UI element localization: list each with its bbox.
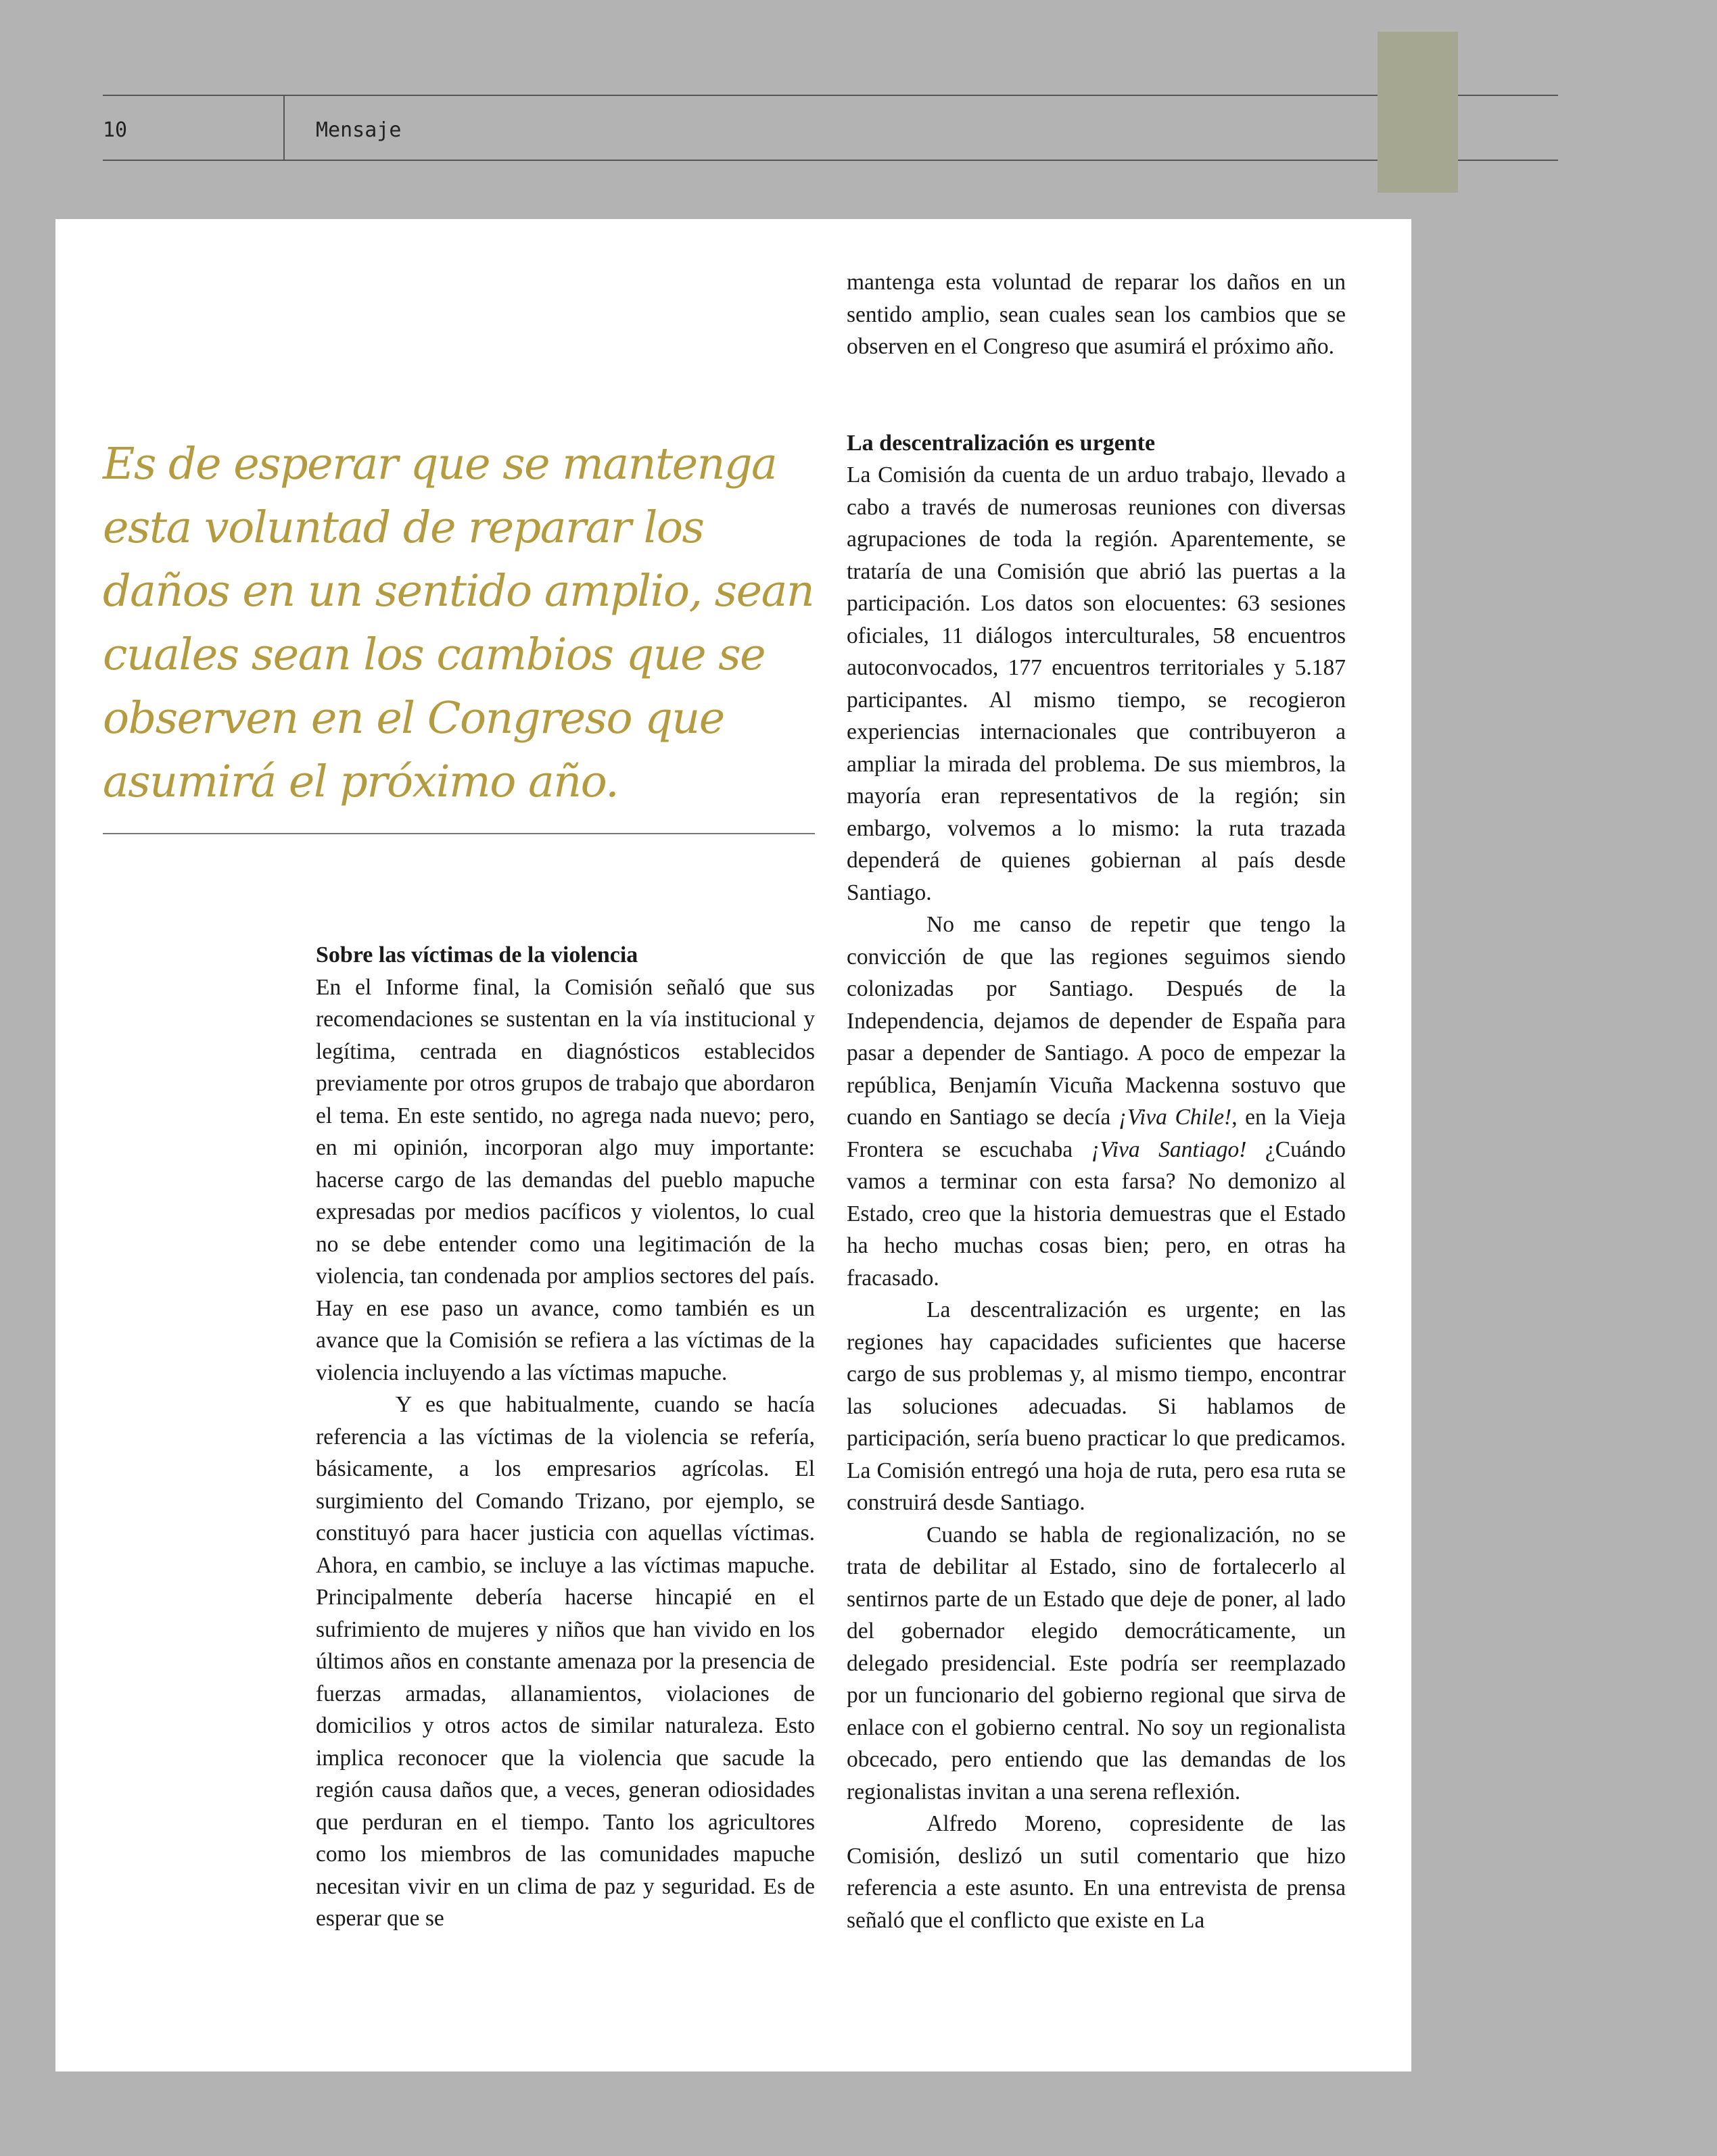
page-number: 10 [103,118,128,142]
right-column [847,266,1346,1936]
paragraph [847,909,1346,1294]
paragraph: Alfredo Moreno, copresidente de las Comisión, deslizó un sutil comentario que hizo referencia a este asunto. En una entrevista de prensa señaló que el conflicto que existe en La [847,1811,1346,1933]
header-divider [283,95,285,161]
header-top-rule [103,95,1558,96]
paragraph-continuation: mantenga esta voluntad de reparar los daños en un sentido amplio, sean cuales sean los cambios que se observen en el Congreso que asumirá el próximo año. [847,270,1346,359]
text-run: No me canso de repetir que tengo la convicción de que las regiones seguimos siendo colonizadas por Santiago. Después de la Independencia, dejamos de depender de España para pasar a depender de Santiago. A poco de empezar la república, Benjamín Vicuña Mackenna sostuvo que cuando en Santiago se decía [847,912,1346,1130]
italic-phrase: ¡Viva Santiago! [1091,1136,1247,1162]
section-title: Mensaje [316,118,402,142]
italic-phrase: ¡Viva Chile! [1118,1105,1232,1130]
text-run: ¿Cuándo vamos a terminar con esta farsa? No demonizo al Estado, creo que la historia demuestras que el Estado ha hecho muchas cosas bien; pero, en otras ha fracasado. [847,1136,1346,1291]
section-tab-marker [1378,32,1458,193]
text-run: , en la Vieja Frontera se escuchaba [847,1105,1346,1162]
header-bottom-rule [103,160,1558,161]
paragraph: En el Informe final, la Comisión señaló que sus recomendaciones se sustentan en la vía institucional y legítima, centrada en diagnósticos establecidos previamente por otros grupos de trabajo que abordaron el tema. En este sentido, no agrega nada nuevo; pero, en mi opinión, incorporan algo muy importante: hacerse cargo de las demandas del pueblo mapuche expresadas por medios pacíficos y violentos, lo cual no se debe entender como una legitimación de la violencia, tan condenada por amplios sectores del país. Hay en ese paso un avance, como también es un avance que la Comisión se refiera a las víctimas de la violencia incluyendo a las víctimas mapuche. [316,974,815,1385]
section-heading-victims: Sobre las víctimas de la violencia [316,942,638,967]
section-heading-decentralization: La descentralización es urgente [847,430,1156,456]
pull-quote: Es de esperar que se mantenga esta voluntad de reparar los daños en un sentido amplio, sean cuales sean los cambios que se observen en el Congreso que asumirá el próximo año. [103,439,814,807]
paragraph: La Comisión da cuenta de un arduo trabajo, llevado a cabo a través de numerosas reuniones con diversas agrupaciones de toda la región. Aparentemente, se trataría de una Comisión que abrió las puertas a la participación. Los datos son elocuentes: 63 sesiones oficiales, 11 diálogos interculturales, 58 encuentros autoconvocados, 177 encuentros territoriales y 5.187 participantes. Al mismo tiempo, se recogieron experiencias internacionales que contribuyeron a ampliar la mirada del problema. De sus miembros, la mayoría eran representativos de la región; sin embargo, volvemos a lo mismo: la ruta trazada dependerá de quienes gobiernan al país desde Santiago. [847,462,1346,905]
paragraph: Y es que habitualmente, cuando se hacía referencia a las víctimas de la violencia se refería, básicamente, a los empresarios agrícolas. El surgimiento del Comando Trizano, por ejemplo, se constituyó para hacer justicia con aquellas víctimas. Ahora, en cambio, se incluye a las víctimas mapuche. Principalmente debería hacerse hincapié en el sufrimiento de mujeres y niños que han vivido en los últimos años en constante amenaza por la presencia de fuerzas armadas, allanamientos, violaciones de domicilios y otros actos de similar naturaleza. Esto implica reconocer que la violencia que sacude la región causa daños que, a veces, generan odiosidades que perduran en el tiempo. Tanto los agricultores como los miembros de las comunidades mapuche necesitan vivir en un clima de paz y seguridad. Es de esperar que se [316,1392,815,1931]
paragraph: La descentralización es urgente; en las regiones hay capacidades suficientes que hacerse cargo de sus problemas y, al mismo tiempo, encontrar las soluciones adecuadas. Si hablamos de participación, sería bueno practicar lo que predicamos. La Comisión entregó una hoja de ruta, pero esa ruta se construirá desde Santiago. [847,1297,1346,1515]
left-column [316,939,815,1935]
pull-quote-rule [103,833,815,834]
paragraph: Cuando se habla de regionalización, no se trata de debilitar al Estado, sino de fortalecerlo al sentirnos parte de un Estado que deje de poner, al lado del gobernador elegido democráticamente, un delegado presidencial. Este podría ser reemplazado por un funcionario del gobierno regional que sirva de enlace con el gobierno central. No soy un regionalista obcecado, pero entiendo que las demandas de los regionalistas invitan a una serena reflexión. [847,1522,1346,1804]
